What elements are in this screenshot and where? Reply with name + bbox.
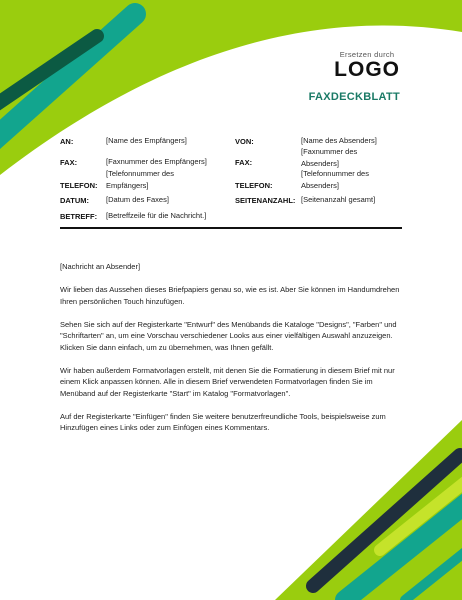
bottom-right-shapes (275, 420, 462, 600)
logo-placeholder[interactable] (334, 50, 400, 80)
paragraph-1: Wir lieben das Aussehen dieses Briefpapiers genau so, wie es ist. Aber Sie können im Handumdrehen Ihren persönlichen Touch hinzufügen. (60, 285, 400, 306)
to-label: AN: (60, 137, 74, 146)
phone-label: TELEFON: (60, 181, 98, 190)
fax-fields (60, 133, 402, 225)
phone-value[interactable]: [Telefonnummer des Empfängers] (106, 169, 174, 190)
pages-value[interactable]: [Seitenanzahl gesamt] (301, 195, 376, 204)
logo-tagline: Ersetzen durch (339, 50, 395, 59)
fax-cover-title: FAXDECKBLATT (308, 91, 400, 103)
header-divider (60, 227, 402, 229)
paragraph-4: Auf der Registerkarte "Einfügen" finden Sie weitere benutzerfreundliche Tools, beispielsweise zum Hinzufügen eines Links oder zum Einfügen eines Kommentars. (60, 411, 386, 432)
paragraph-2: Sehen Sie sich auf der Registerkarte "Entwurf" des Menübands die Kataloge "Designs", "Farben" und "Schriftarten" an, um eine Vorschau verschiedener Looks aus einer vielfältigen Auswahl anzuzeigen. Klicken Sie dann einfach, um zu übernehmen, was Ihnen gefällt. (60, 319, 397, 352)
paragraph-3: Wir haben außerdem Formatvorlagen erstellt, mit denen Sie die Formatierung in diesem Brief mit nur einem Klick anpassen können. Alle in diesem Brief verwendeten Formatvorlagen finden Sie im Menüband auf der Registerkarte "Start" im Katalog "Formatvorlagen". (60, 365, 395, 398)
from-value[interactable]: [Name des Absenders] (301, 136, 377, 145)
message-placeholder: [Nachricht an Absender] (60, 262, 141, 271)
from-label: VON: (235, 137, 254, 146)
fax-label: FAX: (60, 158, 78, 167)
from-phone-value[interactable]: [Telefonnummer des Absenders] (301, 169, 369, 190)
subject-value[interactable]: [Betreffzeile für die Nachricht.] (106, 211, 207, 220)
pages-label: SEITENANZAHL: (235, 196, 296, 205)
fax-value[interactable]: [Faxnummer des Empfängers] (106, 157, 207, 166)
date-value[interactable]: [Datum des Faxes] (106, 195, 169, 204)
message-body[interactable] (60, 261, 408, 445)
from-phone-label: TELEFON: (235, 181, 273, 190)
to-value[interactable]: [Name des Empfängers] (106, 136, 187, 145)
subject-label: BETREFF: (60, 212, 98, 221)
logo-text: LOGO (334, 58, 400, 81)
from-fax-label: FAX: (235, 158, 253, 167)
from-fax-value[interactable]: [Faxnummer des Absenders] (301, 147, 358, 168)
date-label: DATUM: (60, 196, 90, 205)
